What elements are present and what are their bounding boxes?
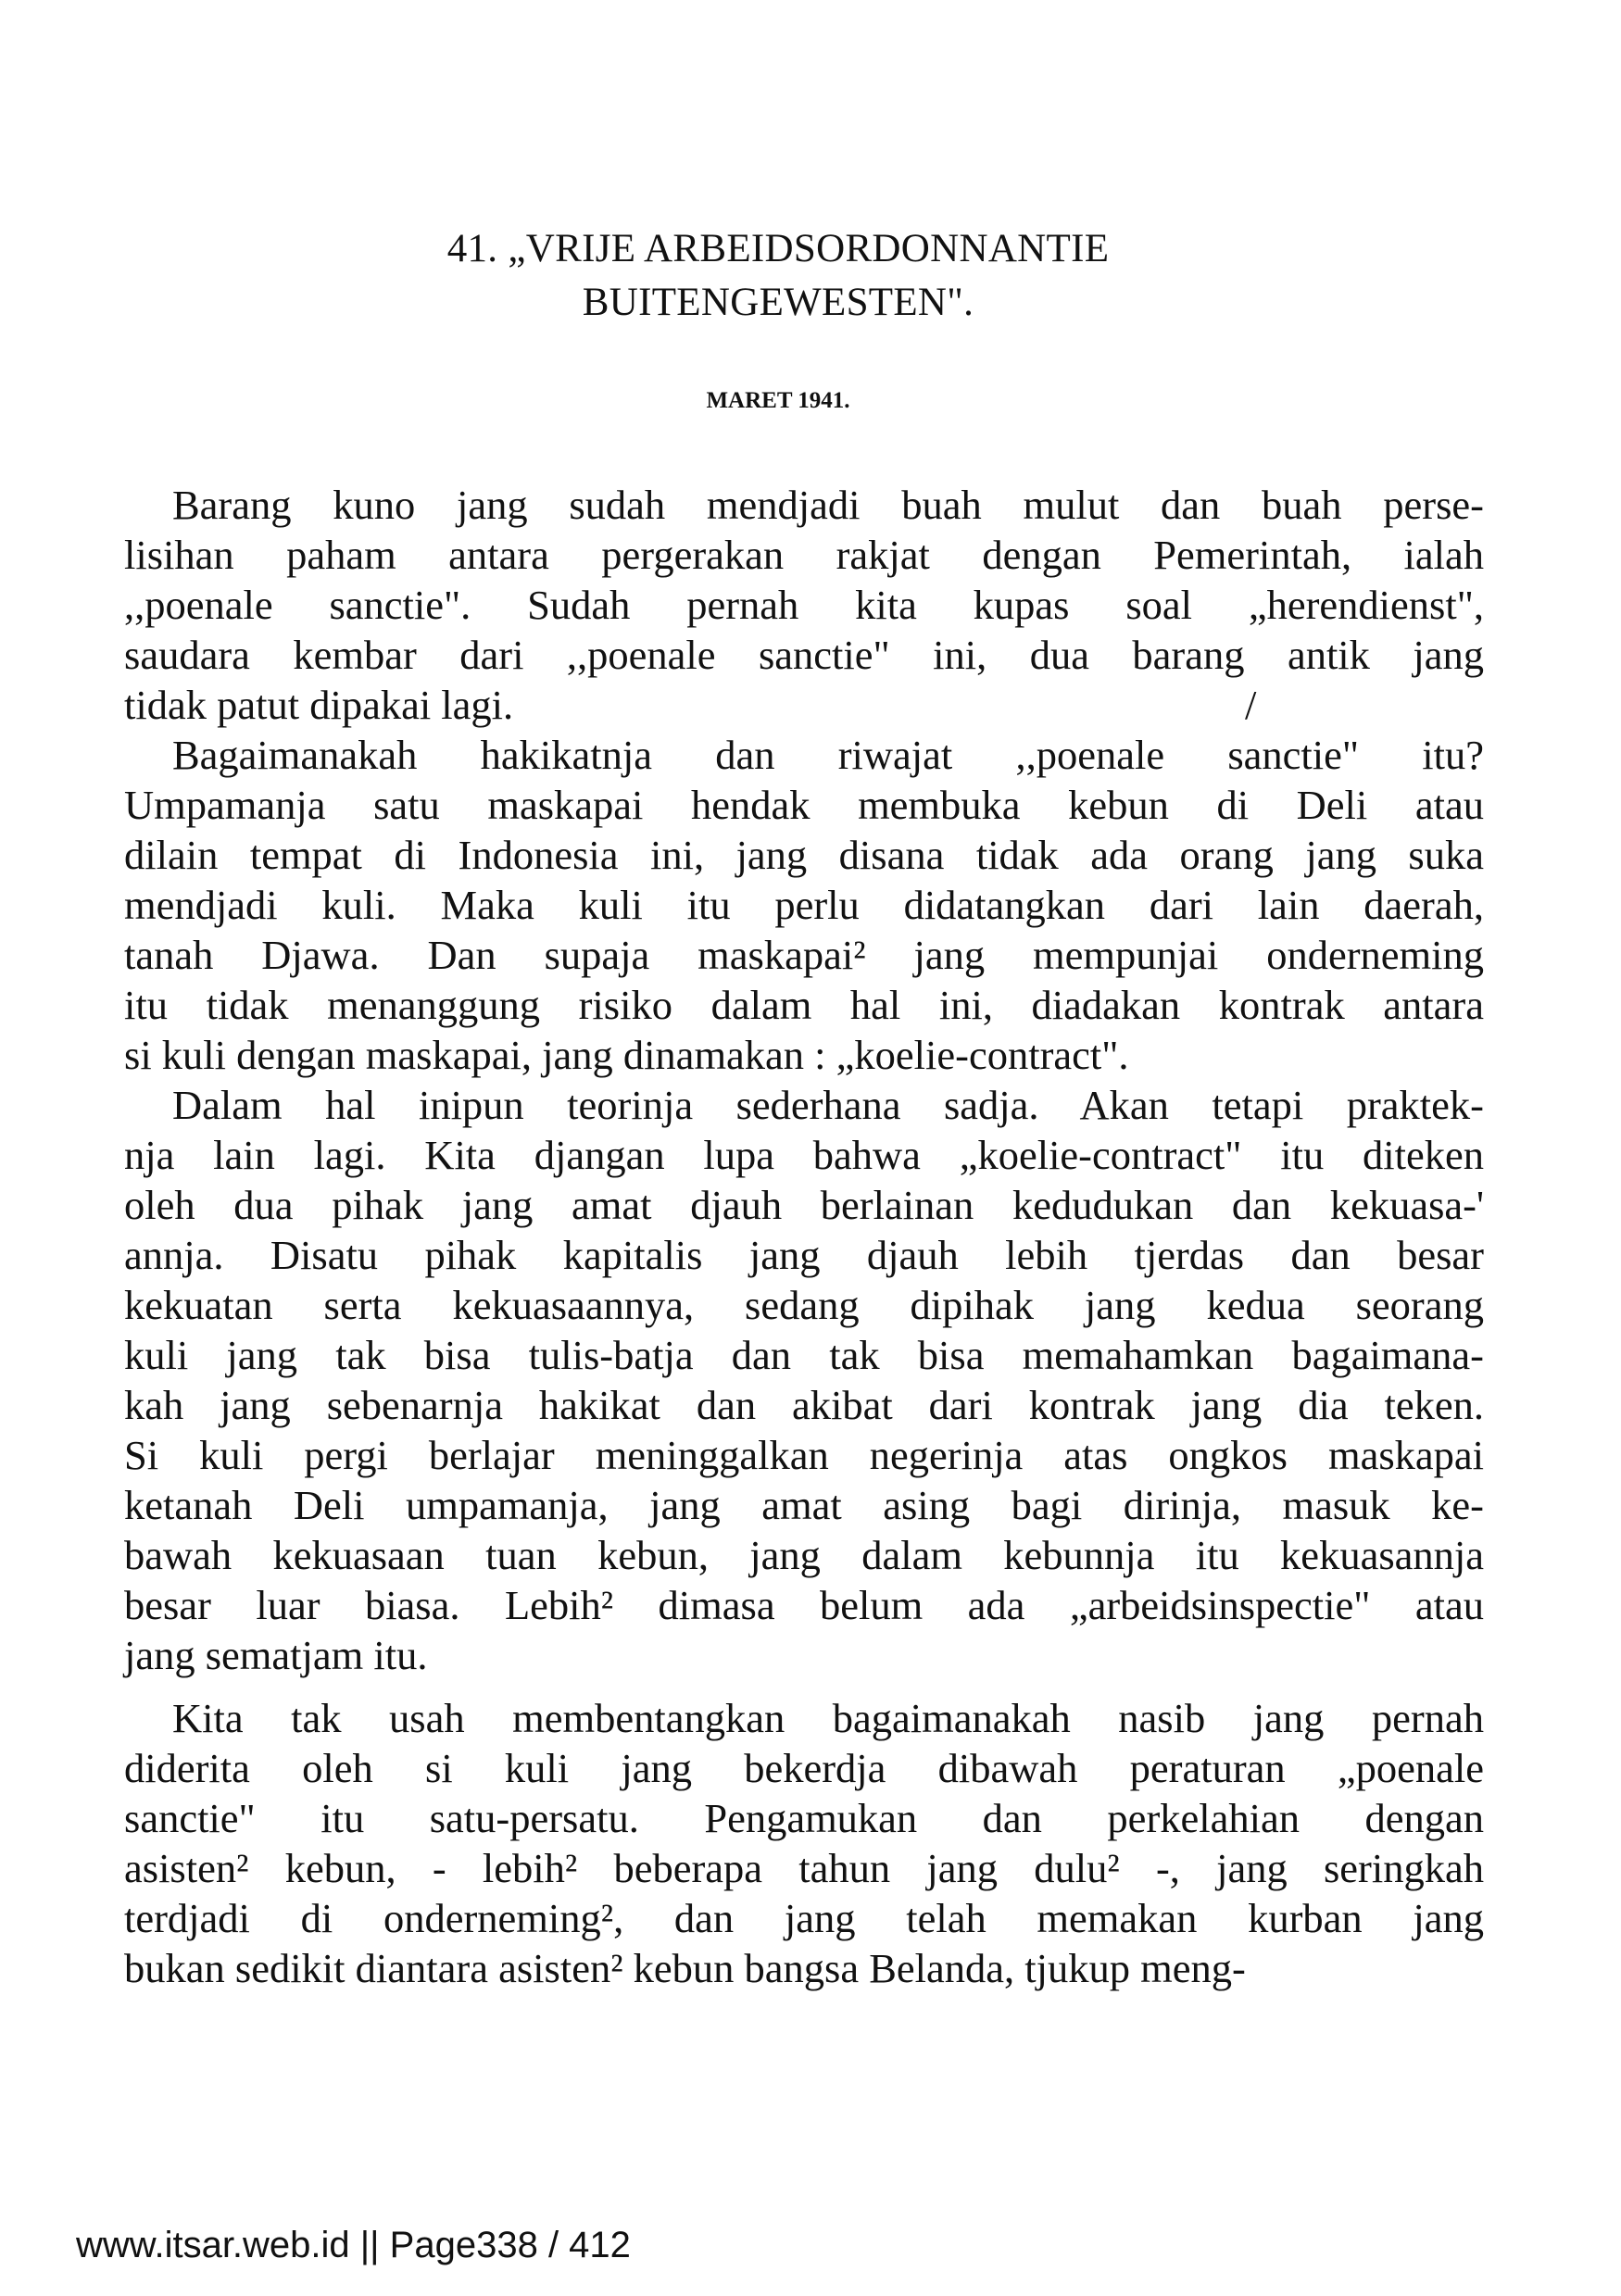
paragraph-2 xyxy=(76,730,1484,1080)
paragraph-3 xyxy=(76,1080,1484,1680)
text-line: Barang kuno jang sudah mendjadi buah mulut dan buah perse- xyxy=(172,482,1484,528)
text-line: nja lain lagi. Kita djangan lupa bahwa „koelie-contract" itu diteken xyxy=(124,1132,1484,1178)
text-line: Bagaimanakah hakikatnja dan riwajat ,,poenale sanctie" itu? xyxy=(172,732,1484,778)
text-line: asisten² kebun, - lebih² beberapa tahun jang dulu² -, jang seringkah xyxy=(124,1845,1484,1891)
chapter-title-line-2: BUITENGEWESTEN". xyxy=(582,281,974,324)
text-line: Kita tak usah membentangkan bagaimanakah nasib jang pernah xyxy=(172,1695,1484,1741)
text-line: annja. Disatu pihak kapitalis jang djauh lebih tjerdas dan besar xyxy=(124,1232,1484,1278)
text-line: ketanah Deli umpamanja, jang amat asing bagi dirinja, masuk ke- xyxy=(124,1482,1484,1528)
text-line: Dalam hal inipun teorinja sederhana sadja. Akan tetapi praktek- xyxy=(172,1082,1484,1128)
text-line: tanah Djawa. Dan supaja maskapai² jang mempunjai onderneming xyxy=(124,932,1484,978)
text-line: bukan sedikit diantara asisten² kebun bangsa Belanda, tjukup meng- xyxy=(124,1945,1246,1991)
text-line: lisihan paham antara pergerakan rakjat dengan Pemerintah, ialah xyxy=(124,532,1484,578)
text-line: oleh dua pihak jang amat djauh berlainan kedudukan dan kekuasa-' xyxy=(124,1182,1484,1228)
text-line: si kuli dengan maskapai, jang dinamakan : „koelie-contract". xyxy=(124,1032,1129,1078)
text-line: ,,poenale sanctie". Sudah pernah kita kupas soal „herendienst", xyxy=(124,582,1484,628)
page-footer: www.itsar.web.id || Page338 / 412 xyxy=(76,2225,631,2265)
text-line: itu tidak menanggung risiko dalam hal ini, diadakan kontrak antara xyxy=(124,982,1484,1028)
text-line: mendjadi kuli. Maka kuli itu perlu didatangkan dari lain daerah, xyxy=(124,882,1484,928)
text-line: sanctie" itu satu-persatu. Pengamukan dan perkelahian dengan xyxy=(124,1795,1484,1841)
text-line: bawah kekuasaan tuan kebun, jang dalam kebunnja itu kekuasannja xyxy=(124,1532,1484,1578)
text-line: tidak patut dipakai lagi. / xyxy=(124,682,1257,728)
text-line: dilain tempat di Indonesia ini, jang disana tidak ada orang jang suka xyxy=(124,832,1484,878)
chapter-title-line-1: 41. „VRIJE ARBEIDSORDONNANTIE xyxy=(446,227,1110,270)
paragraph-4 xyxy=(76,1693,1484,1993)
article-body xyxy=(76,480,1484,1993)
text-line: saudara kembar dari ,,poenale sanctie" ini, dua barang antik jang xyxy=(124,632,1484,678)
text-line: Umpamanja satu maskapai hendak membuka kebun di Deli atau xyxy=(124,782,1484,828)
text-line: jang sematjam itu. xyxy=(124,1632,428,1678)
text-line: diderita oleh si kuli jang bekerdja dibawah peraturan „poenale xyxy=(124,1745,1484,1791)
text-line: kuli jang tak bisa tulis-batja dan tak bisa memahamkan bagaimana- xyxy=(124,1332,1484,1378)
chapter-date: MARET 1941. xyxy=(706,388,850,413)
chapter-title xyxy=(0,222,1556,330)
text-line: kah jang sebenarnja hakikat dan akibat dari kontrak jang dia teken. xyxy=(124,1382,1484,1428)
text-line: kekuatan serta kekuasaannya, sedang dipihak jang kedua seorang xyxy=(124,1282,1484,1328)
text-line: besar luar biasa. Lebih² dimasa belum ada „arbeidsinspectie" atau xyxy=(124,1582,1484,1628)
text-line: Si kuli pergi berlajar meninggalkan negerinja atas ongkos maskapai xyxy=(124,1432,1484,1478)
paragraph-1 xyxy=(76,480,1484,730)
text-line: terdjadi di onderneming², dan jang telah memakan kurban jang xyxy=(124,1895,1484,1941)
